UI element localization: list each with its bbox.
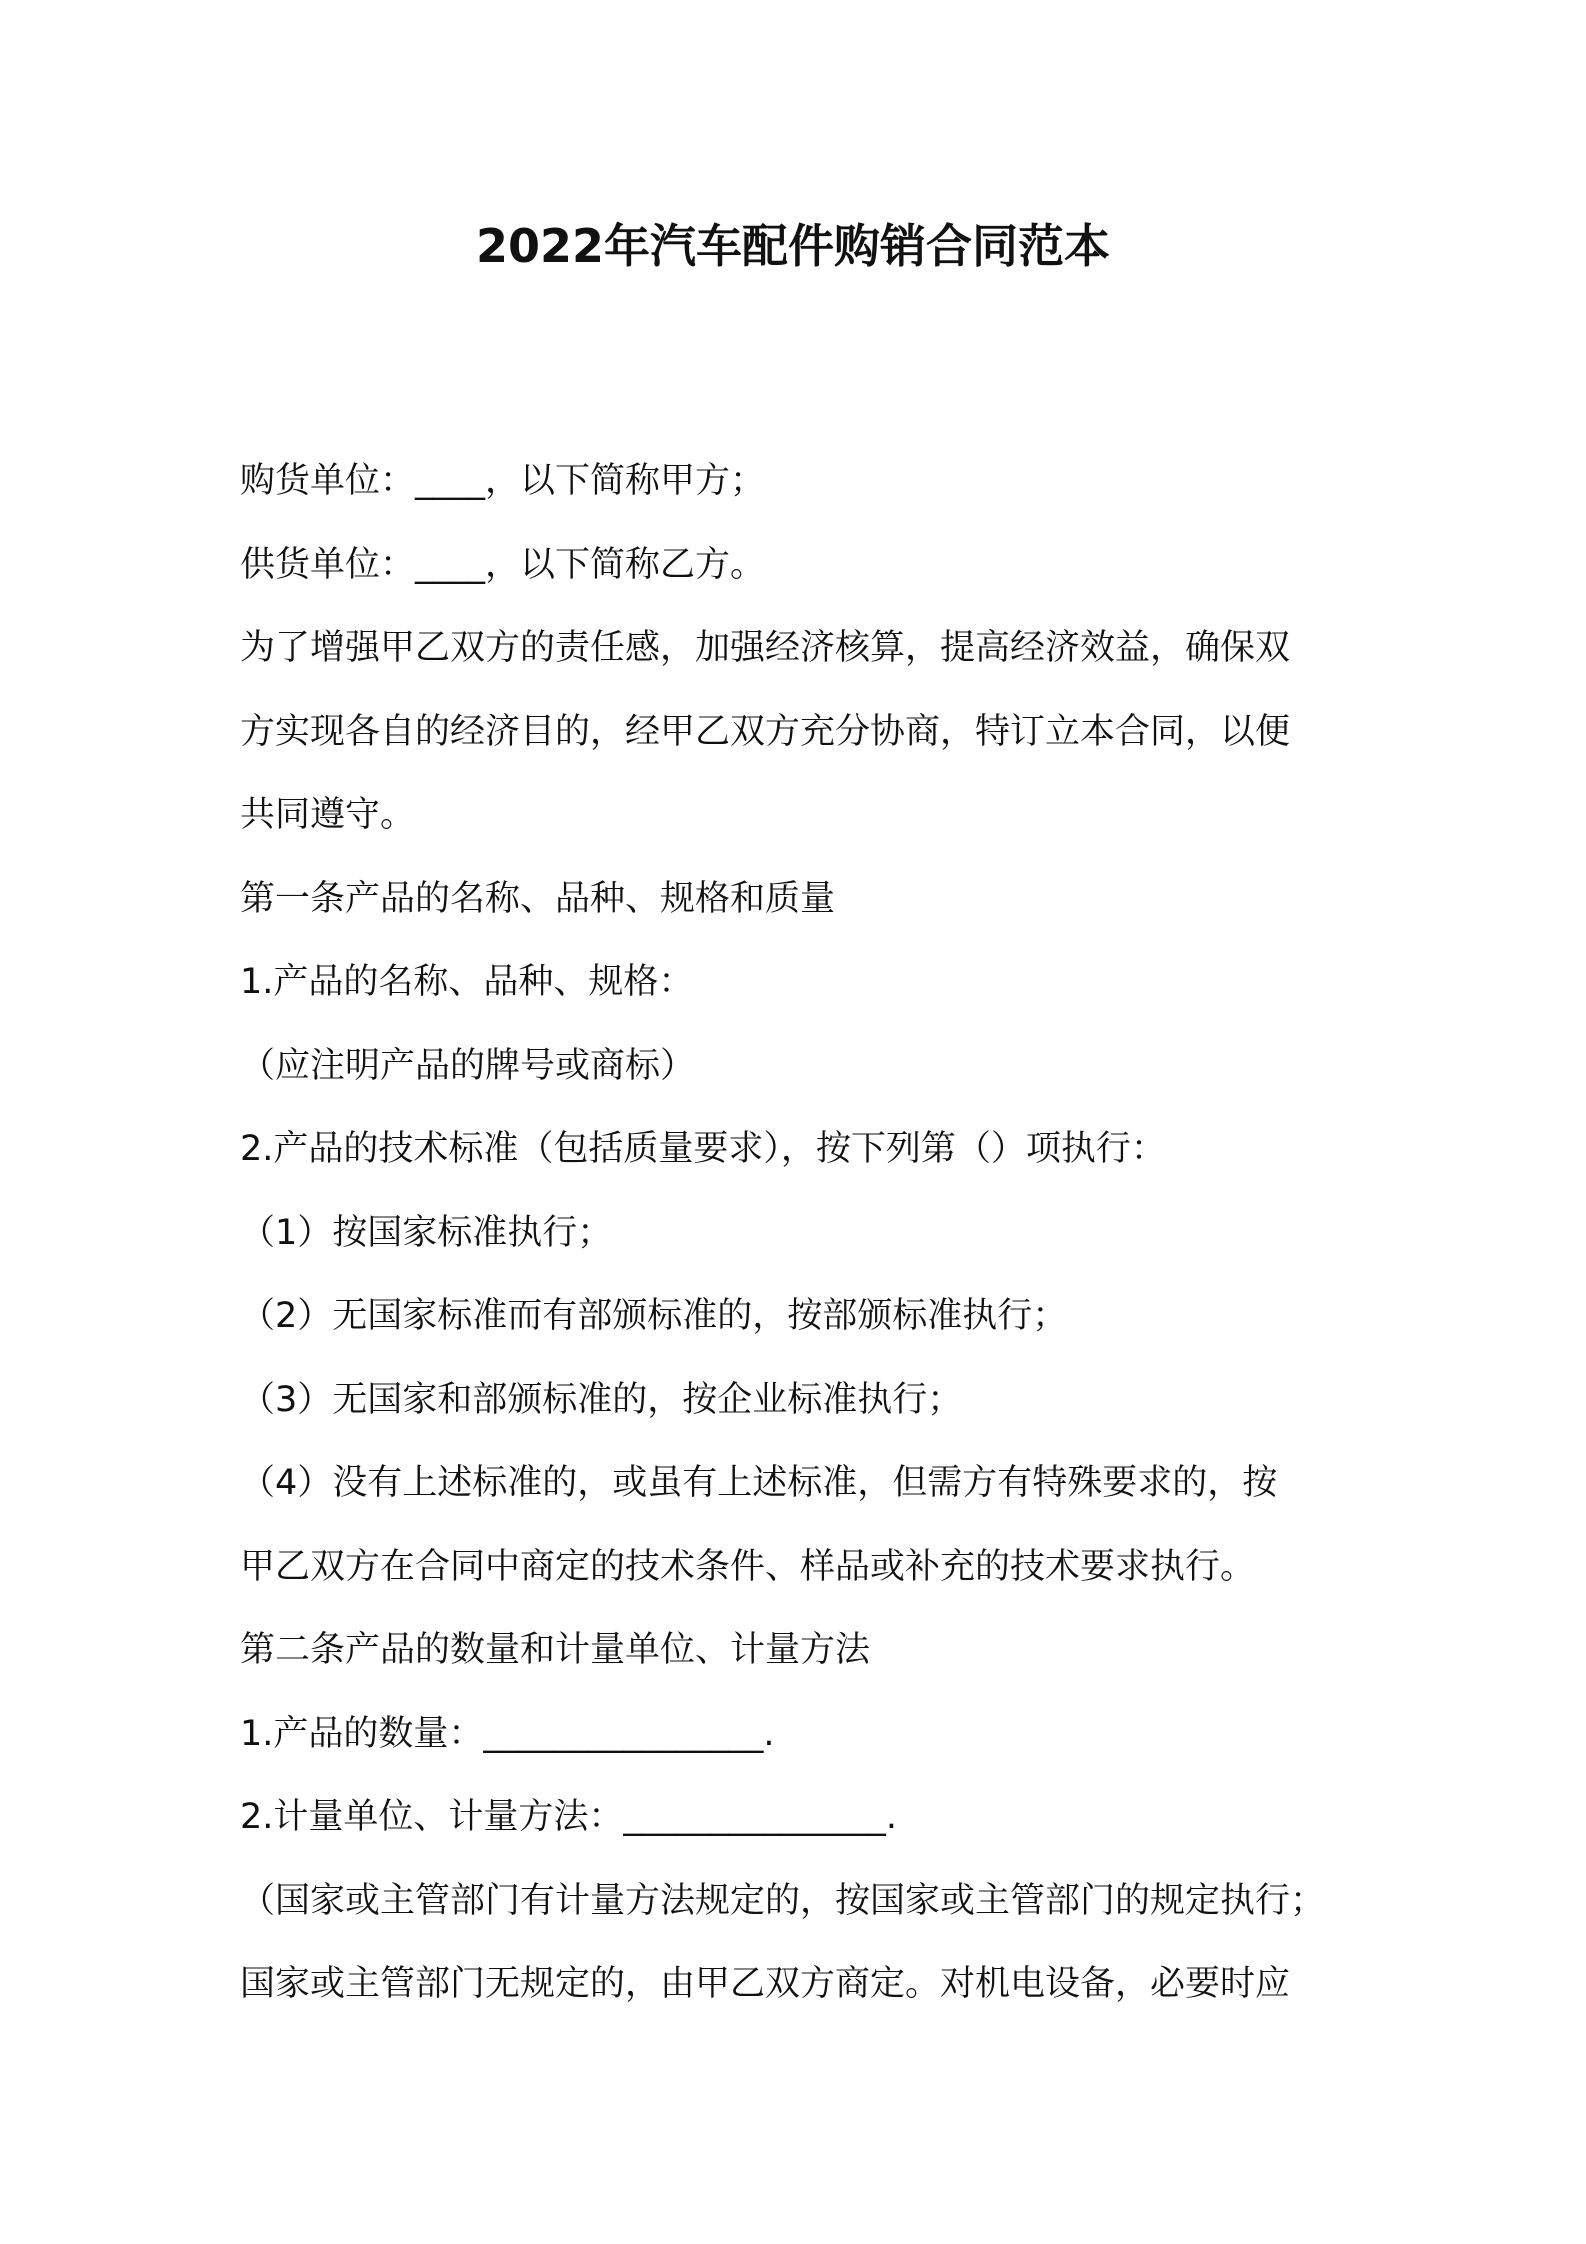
preamble-line-2: 方实现各自的经济目的，经甲乙双方充分协商，特订立本合同，以便 [240,711,1291,752]
article-2-note-line-2: 国家或主管部门无规定的，由甲乙双方商定。对机电设备，必要时应 [240,1964,1291,2004]
standard-option-4: （4）没有上述标准的，或虽有上述标准，但需方有特殊要求的，按 [240,1463,1278,1503]
article-2-note-line-1: （国家或主管部门有计量方法规定的，按国家或主管部门的规定执行； [240,1880,1326,1921]
preamble-line-3: 共同遵守。 [240,795,416,835]
article-1-item-2: 2.产品的技术标准（包括质量要求），按下列第（）项执行： [240,1129,1166,1169]
article-2-heading: 第二条产品的数量和计量单位、计量方法 [240,1630,871,1670]
buyer-line: 购货单位：____，以下简称甲方； [240,461,766,501]
article-2-item-2: 2.计量单位、计量方法：_______________. [240,1797,898,1837]
standard-option-2: （2）无国家标准而有部颁标准的，按部颁标准执行； [240,1296,1068,1336]
article-2-item-1: 1.产品的数量：________________. [240,1713,775,1754]
document-body [240,440,1380,2027]
standard-option-4-cont: 甲乙双方在合同中商定的技术条件、样品或补充的技术要求执行。 [240,1546,1256,1587]
standard-option-3: （3）无国家和部颁标准的，按企业标准执行； [240,1379,963,1420]
preamble-line-1: 为了增强甲乙双方的责任感，加强经济核算，提高经济效益，确保双 [240,628,1291,668]
document-title: 2022年汽车配件购销合同范本 [475,219,1111,273]
article-1-item-1: 1.产品的名称、品种、规格： [240,962,694,1002]
supplier-line: 供货单位：____，以下简称乙方。 [240,544,766,585]
article-1-item-1-note: （应注明产品的牌号或商标） [240,1045,696,1086]
article-1-heading: 第一条产品的名称、品种、规格和质量 [240,878,836,919]
standard-option-1: （1）按国家标准执行； [240,1212,613,1253]
